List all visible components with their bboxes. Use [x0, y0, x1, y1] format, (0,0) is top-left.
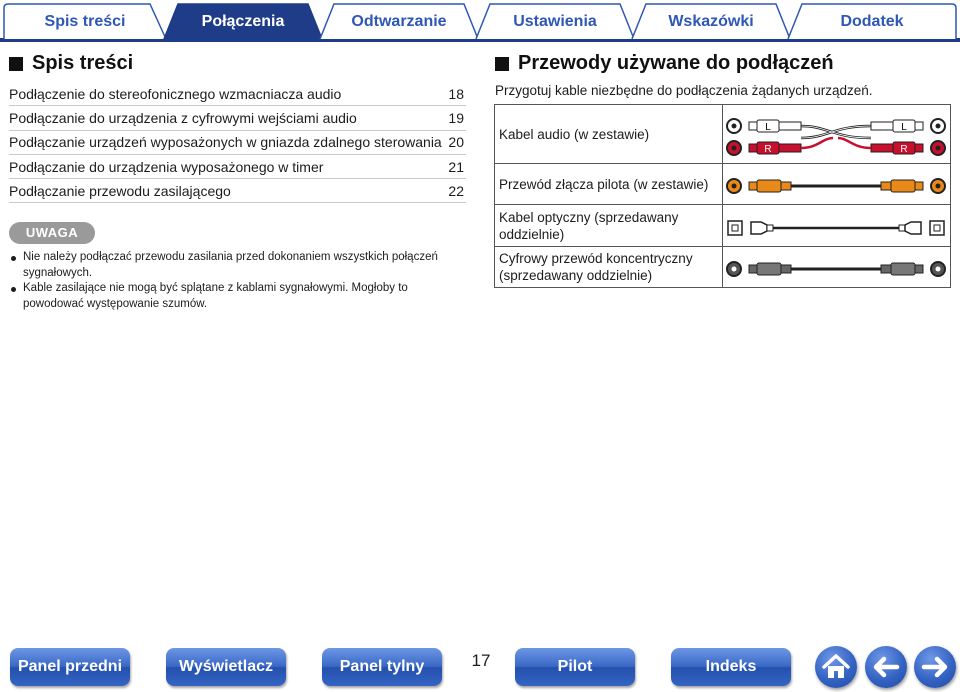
cables-heading: [495, 52, 834, 75]
plug-letter-right: R: [900, 144, 908, 155]
page-number: 17: [471, 651, 491, 670]
cable-label: Kabel audio (w zestawie): [495, 105, 723, 164]
back-button[interactable]: [865, 646, 907, 688]
heading-square-icon: [495, 57, 509, 71]
arrow-left-icon: [865, 646, 907, 688]
tab-settings[interactable]: [476, 4, 634, 39]
toc-heading: [9, 52, 133, 75]
display-label: Wyświetlacz: [179, 658, 273, 675]
remote-button[interactable]: [515, 648, 635, 686]
front-panel-label: Panel przedni: [17, 658, 123, 675]
note-item: Kable zasilające nie mogą być splątane z kablami sygnałowymi. Mogłoby to powodować występowanie szumów.: [9, 281, 466, 312]
note-item: Nie należy podłączać przewodu zasilania przed dokonaniem wszystkich połączeń sygnałowych.: [9, 250, 466, 281]
plug-letter-left: L: [765, 122, 771, 133]
toc-item-label: Podłączenie do stereofonicznego wzmacniacza audio: [9, 85, 342, 102]
tab-toc-label: Spis treści: [44, 12, 126, 30]
plug-letter-left: L: [901, 122, 907, 133]
index-button[interactable]: [671, 648, 791, 686]
note-badge: UWAGA: [9, 222, 95, 244]
note-list: [9, 250, 466, 312]
tab-appendix-label: Dodatek: [840, 12, 904, 30]
toc-list: [9, 82, 466, 203]
rca-stereo-cable-icon: [723, 105, 950, 163]
toc-item-label: Podłączanie do urządzenia wyposażonego w timer: [9, 158, 324, 175]
tab-settings-label: Ustawienia: [513, 12, 597, 30]
toc-item[interactable]: [9, 82, 466, 106]
toc-title: Spis treści: [32, 52, 134, 74]
cable-label: Przewód złącza pilota (w zestawie): [495, 164, 723, 205]
top-tab-bar: [0, 0, 960, 44]
cables-title: Przewody używane do podłączeń: [518, 52, 834, 74]
remote-label: Pilot: [557, 658, 593, 675]
tab-tips-label: Wskazówki: [668, 12, 754, 30]
cables-table: [494, 104, 951, 288]
index-label: Indeks: [705, 658, 757, 675]
toc-item-label: Podłączanie przewodu zasilającego: [9, 182, 231, 199]
tab-toc[interactable]: [4, 4, 166, 39]
home-button[interactable]: [815, 646, 857, 688]
toc-item-page: 21: [448, 158, 464, 175]
optical-cable-icon: [723, 205, 950, 246]
tab-appendix[interactable]: [788, 4, 956, 39]
display-button[interactable]: [166, 648, 286, 686]
toc-item[interactable]: [9, 106, 466, 130]
cable-row: [495, 164, 951, 205]
tab-connections[interactable]: [164, 4, 322, 39]
tab-playback-label: Odtwarzanie: [351, 12, 447, 30]
toc-item-label: Podłączanie urządzeń wyposażonych w gniazda zdalnego sterowania: [9, 134, 442, 151]
toc-item-label: Podłączanie do urządzenia z cyfrowymi wejściami audio: [9, 109, 357, 126]
home-icon: [815, 646, 857, 688]
cable-label: Kabel optyczny (sprzedawany oddzielnie): [495, 205, 723, 247]
forward-button[interactable]: [914, 646, 956, 688]
tab-playback[interactable]: [320, 4, 478, 39]
remote-connector-cable-icon: [723, 164, 950, 204]
coaxial-cable-icon: [723, 247, 950, 287]
note-box: [9, 222, 466, 312]
arrow-right-icon: [914, 646, 956, 688]
heading-square-icon: [9, 57, 23, 71]
cable-row: [495, 105, 951, 164]
toc-item-page: 19: [448, 109, 464, 126]
cable-label: Cyfrowy przewód koncentryczny (sprzedawany oddzielnie): [495, 247, 723, 288]
toc-item[interactable]: [9, 131, 466, 155]
cable-row: [495, 205, 951, 247]
toc-item[interactable]: [9, 179, 466, 203]
cables-intro: Przygotuj kable niezbędne do podłączenia żądanych urządzeń.: [495, 83, 873, 98]
cable-row: [495, 247, 951, 288]
rear-panel-label: Panel tylny: [339, 658, 425, 675]
plug-letter-right: R: [764, 144, 772, 155]
tab-tips[interactable]: [632, 4, 790, 39]
toc-item-page: 20: [448, 134, 464, 151]
rear-panel-button[interactable]: [322, 648, 442, 686]
front-panel-button[interactable]: [10, 648, 130, 686]
tab-connections-label: Połączenia: [201, 12, 285, 30]
toc-item-page: 18: [448, 85, 464, 102]
toc-item-page: 22: [448, 182, 464, 199]
toc-item[interactable]: [9, 155, 466, 179]
